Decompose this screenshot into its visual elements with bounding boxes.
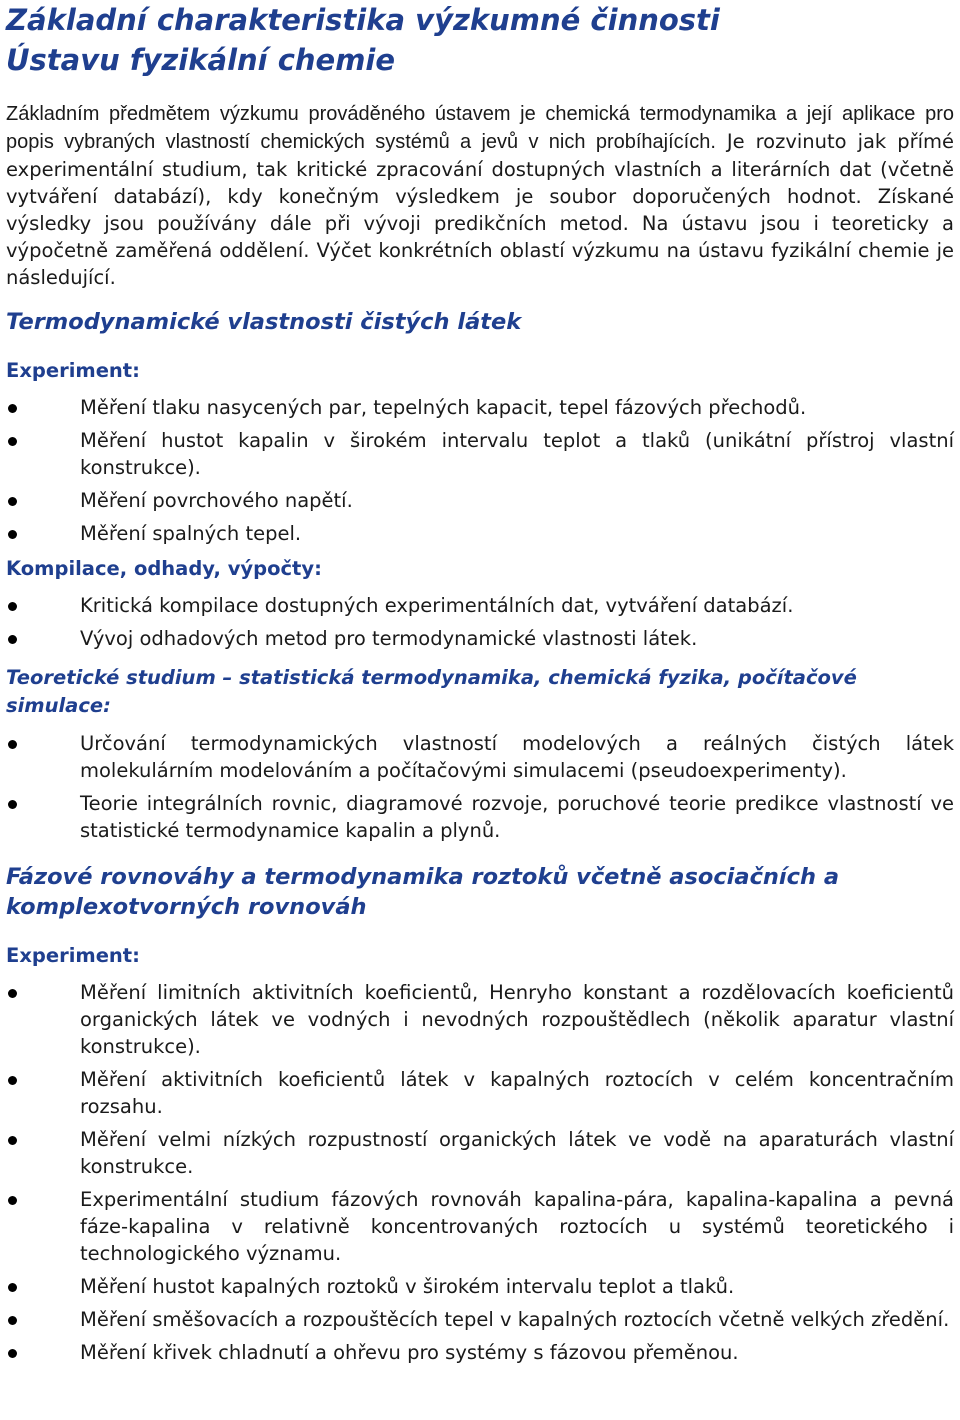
list-item xyxy=(6,979,954,1060)
section1-theory-list xyxy=(6,730,954,844)
section1-compilation-list xyxy=(6,592,954,652)
title-line-2: Ústavu fyzikální chemie xyxy=(6,43,396,77)
bullet-icon xyxy=(8,1076,17,1085)
bullet-icon xyxy=(8,497,17,506)
list-item xyxy=(6,592,954,619)
bullet-icon xyxy=(8,1349,17,1358)
list-item-text: Měření povrchového napětí. xyxy=(80,489,353,512)
section2-experiment-list xyxy=(6,979,954,1366)
list-item-text: Měření velmi nízkých rozpustností organických látek ve vodě na aparaturách vlastní konstrukce. xyxy=(80,1128,954,1178)
document-title xyxy=(6,0,954,80)
list-item-text: Měření tlaku nasycených par, tepelných kapacit, tepel fázových přechodů. xyxy=(80,396,807,419)
list-item xyxy=(6,427,954,481)
list-item-text: Měření křivek chladnutí a ohřevu pro systémy s fázovou přeměnou. xyxy=(80,1341,739,1364)
list-item xyxy=(6,1126,954,1180)
bullet-icon xyxy=(8,1316,17,1325)
bullet-icon xyxy=(8,602,17,611)
list-item-text: Měření hustot kapalných roztoků v širokém intervalu teplot a tlaků. xyxy=(80,1275,735,1298)
list-item xyxy=(6,1339,954,1366)
intro-text-part2: Je rozvinuto jak přímé experimentální studium, tak kritické zpracování dostupných vlastních a literárních dat (včetně vytváření databází), kdy konečným výsledkem je soubor doporučených hodnot. Získané výsledky jsou používány dále při vývoji predikčních metod. Na ústavu jsou i teoreticky a výpočetně zaměřená oddělení. Výčet konkrétních oblastí výzkumu na ústavu fyzikální chemie je následující. xyxy=(6,130,955,289)
bullet-icon xyxy=(8,1283,17,1292)
section1-compilation-heading: Kompilace, odhady, výpočty: xyxy=(6,557,322,580)
list-item-text: Teorie integrálních rovnic, diagramové rozvoje, poruchové teorie predikce vlastností ve statistické termodynamice kapalin a plynů. xyxy=(80,792,954,842)
list-item xyxy=(6,520,954,547)
section1-experiment-heading: Experiment: xyxy=(6,359,140,382)
bullet-icon xyxy=(8,1196,17,1205)
bullet-icon xyxy=(8,740,17,749)
list-item xyxy=(6,1273,954,1300)
intro-paragraph xyxy=(6,100,954,291)
list-item xyxy=(6,394,954,421)
bullet-icon xyxy=(8,800,17,809)
list-item-text: Vývoj odhadových metod pro termodynamické vlastnosti látek. xyxy=(80,627,698,650)
section1-theory-heading xyxy=(6,664,954,720)
list-item xyxy=(6,790,954,844)
list-item-text: Měření směšovacích a rozpouštěcích tepel v kapalných roztocích včetně velkých zředění. xyxy=(80,1308,950,1331)
list-item xyxy=(6,487,954,514)
list-item xyxy=(6,625,954,652)
theory-heading-rest: – statistická termodynamika, chemická fyzika, počítačové simulace: xyxy=(6,666,857,717)
list-item xyxy=(6,1066,954,1120)
list-item xyxy=(6,1306,954,1333)
bullet-icon xyxy=(8,530,17,539)
theory-heading-prefix: Teoretické studium xyxy=(6,666,216,689)
list-item xyxy=(6,730,954,784)
bullet-icon xyxy=(8,437,17,446)
list-item-text: Určování termodynamických vlastností modelových a reálných čistých látek molekulárním modelováním a počítačovými simulacemi (pseudoexperimenty). xyxy=(80,732,954,782)
list-item-text: Experimentální studium fázových rovnováh kapalina-pára, kapalina-kapalina a pevná fáze-kapalina v relativně koncentrovaných roztocích u systémů teoretického i technologického významu. xyxy=(80,1188,954,1265)
section2-experiment-heading: Experiment: xyxy=(6,944,140,967)
list-item xyxy=(6,1186,954,1267)
bullet-icon xyxy=(8,1136,17,1145)
section2-heading: Fázové rovnováhy a termodynamika roztoků včetně asociačních a komplexotvorných rovnováh xyxy=(6,864,840,920)
intro-text-part1: Základním předmětem výzkumu prováděného ústavem je chemická termodynamika a její aplikace pro popis vybraných vlastností chemických systémů a jevů v nich probíhajících. xyxy=(6,103,954,153)
bullet-icon xyxy=(8,404,17,413)
list-item-text: Měření hustot kapalin v širokém intervalu teplot a tlaků (unikátní přístroj vlastní konstrukce). xyxy=(80,429,954,479)
title-line-1: Základní charakteristika výzkumné činnosti xyxy=(6,3,720,37)
section1-heading: Termodynamické vlastnosti čistých látek xyxy=(6,309,522,335)
list-item-text: Měření aktivitních koeficientů látek v kapalných roztocích v celém koncentračním rozsahu. xyxy=(80,1068,954,1118)
section1-experiment-list xyxy=(6,394,954,547)
bullet-icon xyxy=(8,989,17,998)
bullet-icon xyxy=(8,635,17,644)
list-item-text: Měření spalných tepel. xyxy=(80,522,302,545)
list-item-text: Měření limitních aktivitních koeficientů, Henryho konstant a rozdělovacích koeficientů organických látek ve vodných i nevodných rozpouštědlech (několik aparatur vlastní konstrukce). xyxy=(80,981,954,1058)
list-item-text: Kritická kompilace dostupných experimentálních dat, vytváření databází. xyxy=(80,594,794,617)
